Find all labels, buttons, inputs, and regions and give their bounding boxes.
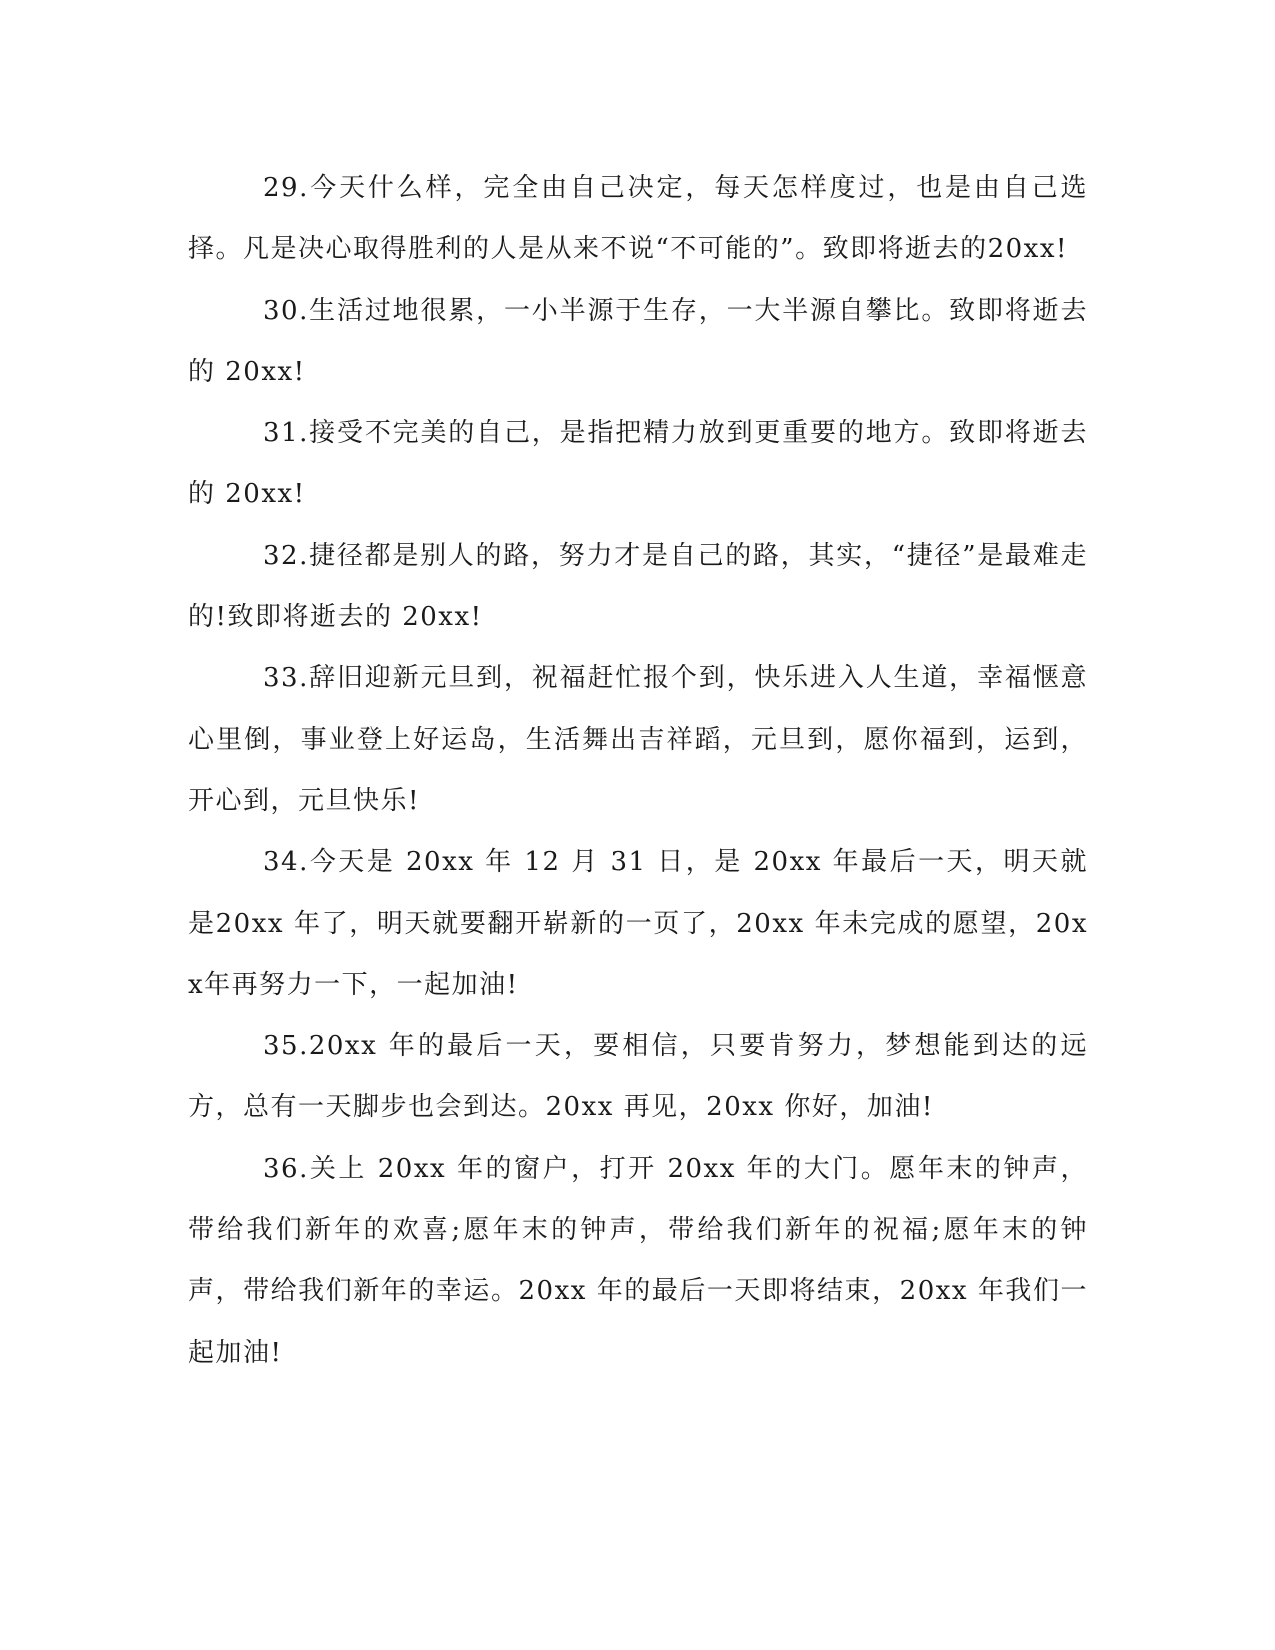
paragraph-30: 30.生活过地很累，一小半源于生存，一大半源自攀比。致即将逝去的 20xx! <box>188 295 1088 387</box>
paragraph-34: 34.今天是 20xx 年 12 月 31 日，是 20xx 年最后一天，明天就是20xx 年了，明天就要翻开崭新的一页了，20xx 年未完成的愿望，20xx年再努力一下，一起加油! <box>188 847 1088 1000</box>
paragraph-33: 33.辞旧迎新元旦到，祝福赶忙报个到，快乐进入人生道，幸福惬意心里倒，事业登上好运岛，生活舞出吉祥蹈，元旦到，愿你福到，运到，开心到，元旦快乐! <box>188 663 1088 816</box>
paragraph-29: 29.今天什么样，完全由自己决定，每天怎样度过，也是由自己选择。凡是决心取得胜利的人是从来不说“不可能的”。致即将逝去的20xx! <box>188 173 1088 265</box>
document-body <box>188 158 1088 1384</box>
paragraph-35: 35.20xx 年的最后一天，要相信，只要肯努力，梦想能到达的远方，总有一天脚步也会到达。20xx 再见，20xx 你好，加油! <box>188 1031 1088 1123</box>
paragraph-31: 31.接受不完美的自己，是指把精力放到更重要的地方。致即将逝去的 20xx! <box>188 418 1088 510</box>
paragraph-32: 32.捷径都是别人的路，努力才是自己的路，其实，“捷径”是最难走的!致即将逝去的 20xx! <box>188 540 1088 633</box>
paragraph-36: 36.关上 20xx 年的窗户，打开 20xx 年的大门。愿年末的钟声，带给我们新年的欢喜;愿年末的钟声，带给我们新年的祝福;愿年末的钟声，带给我们新年的幸运。20xx 年的最后一天即将结束，20xx 年我们一起加油! <box>188 1153 1088 1368</box>
